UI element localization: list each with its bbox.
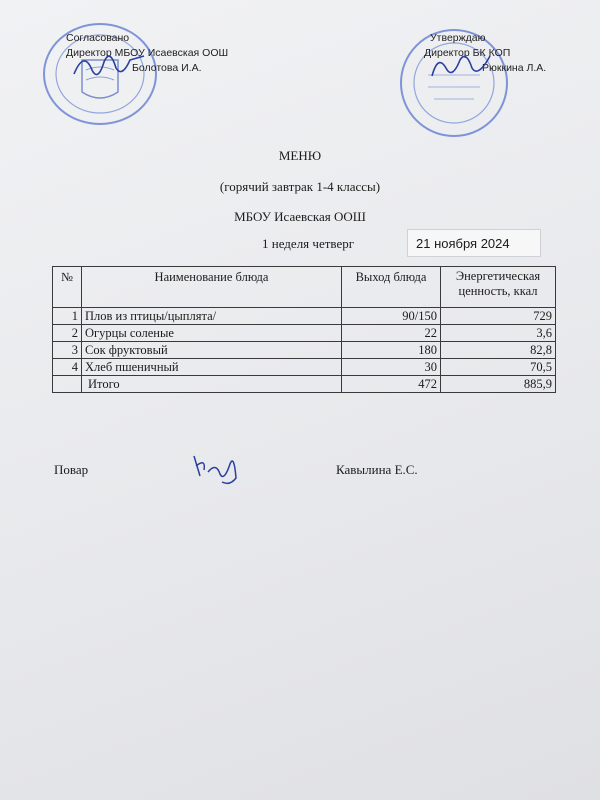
total-output: 472 [342,376,441,393]
table-row [53,359,556,376]
row-output: 90/150 [342,308,441,325]
table-header-row [53,267,556,308]
table-total-row [53,376,556,393]
table-row [53,325,556,342]
table-row [53,308,556,325]
row-name: Хлеб пшеничный [82,359,342,376]
week-label: 1 неделя четверг [262,236,355,251]
col-header-num: № [53,267,82,308]
row-energy: 3,6 [441,325,556,342]
row-energy: 82,8 [441,342,556,359]
menu-table [52,266,556,393]
signature-cook [190,448,246,488]
row-num: 4 [53,359,82,376]
total-energy: 885,9 [441,376,556,393]
row-name: Сок фруктовый [82,342,342,359]
cook-label: Повар [54,462,89,477]
col-header-name: Наименование блюда [82,267,342,308]
total-num [53,376,82,393]
row-num: 2 [53,325,82,342]
approval-left-title: Согласовано [66,32,130,44]
cook-name: Кавылина Е.С. [336,462,418,477]
document-title: МЕНЮ [278,148,322,163]
row-output: 22 [342,325,441,342]
total-label: Итого [82,376,342,393]
row-name: Плов из птицы/цыплята/ [82,308,342,325]
signature-right [428,46,498,86]
approval-left-name: Болотова И.А. [132,62,202,74]
row-output: 180 [342,342,441,359]
row-name: Огурцы соленые [82,325,342,342]
row-energy: 729 [441,308,556,325]
school-name: МБОУ Исаевская ООШ [234,209,366,224]
document-subtitle: (горячий завтрак 1-4 классы) [219,179,381,194]
signature-left [70,44,150,84]
row-energy: 70,5 [441,359,556,376]
approval-right-title: Утверждаю [430,32,486,44]
col-header-output: Выход блюда [342,267,441,308]
date-label: 21 ноября 2024 [407,229,541,257]
table-row [53,342,556,359]
col-header-energy: Энергетическая ценность, ккал [441,267,556,308]
row-num: 3 [53,342,82,359]
approval-right-name: Рюккина Л.А. [482,62,547,74]
row-output: 30 [342,359,441,376]
approval-right-position: Директор БК КОП [424,47,511,59]
approval-left-position: Директор МБОУ Исаевская ООШ [66,47,229,59]
row-num: 1 [53,308,82,325]
